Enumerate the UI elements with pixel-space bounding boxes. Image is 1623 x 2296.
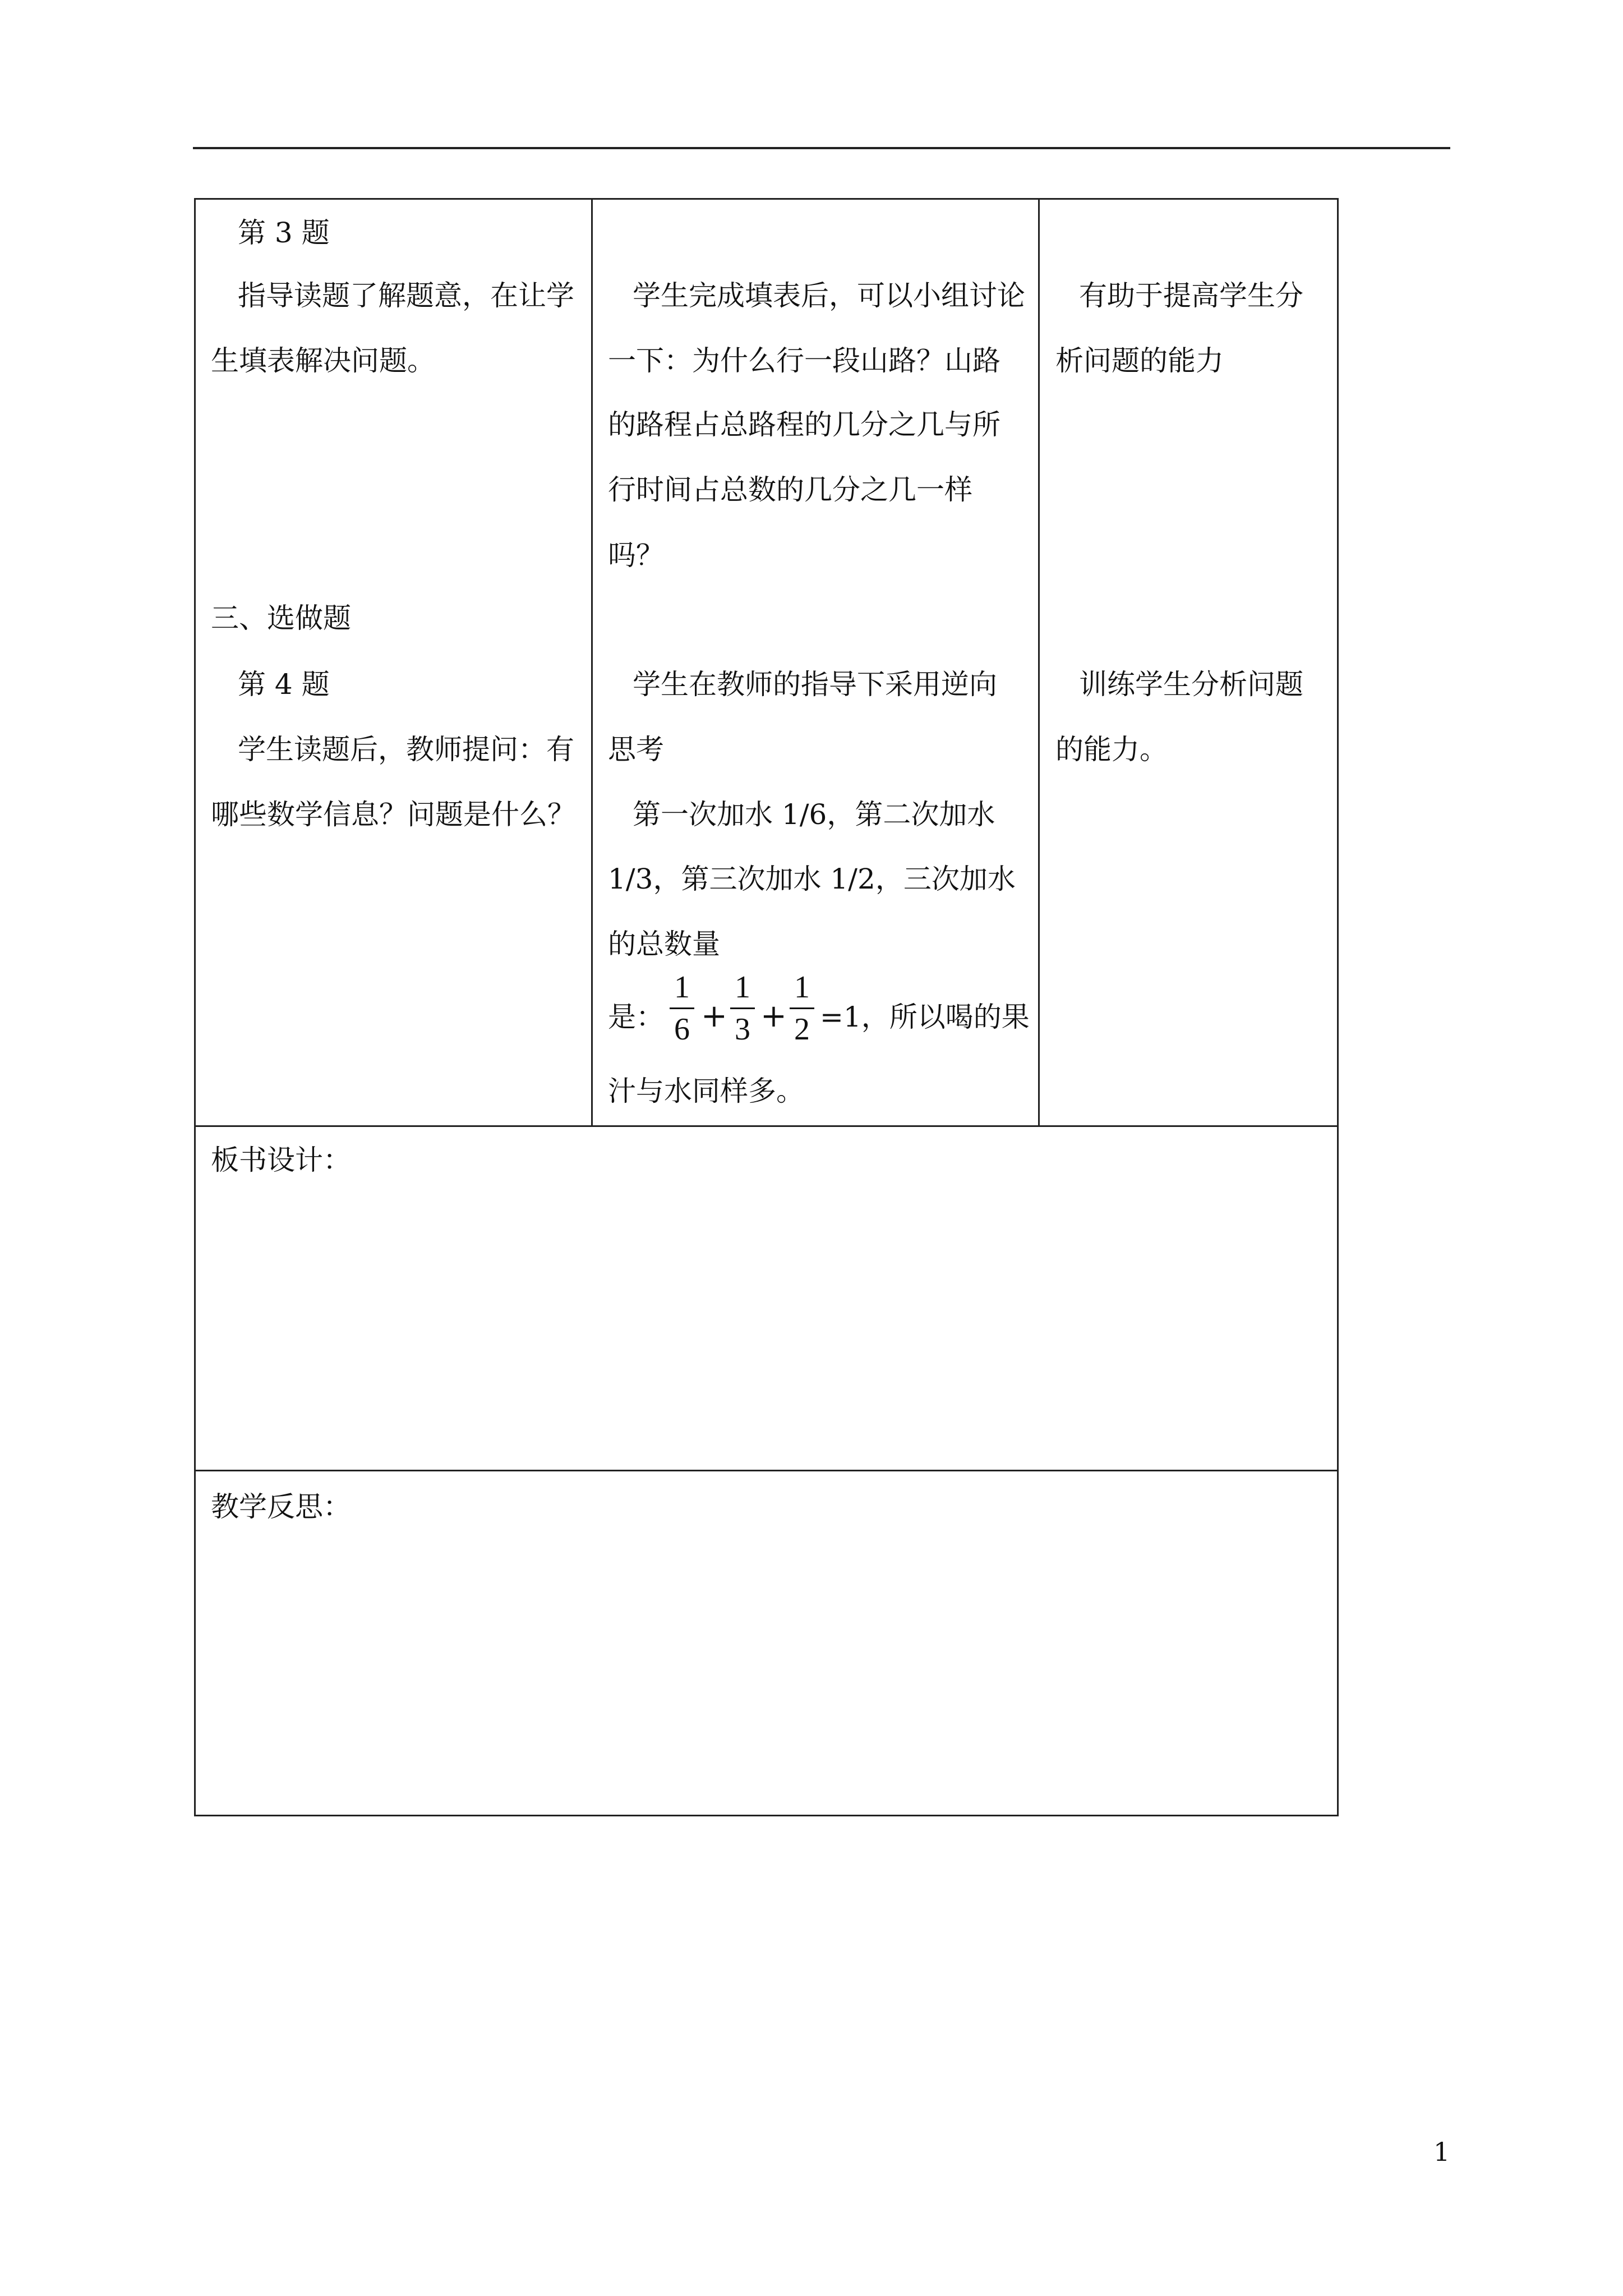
- fraction-bar: [730, 1007, 755, 1009]
- board-design-label: 板书设计：: [211, 1144, 351, 1176]
- formula-prefix: 是：: [608, 1001, 664, 1033]
- formula-suffix: =1，所以喝的果: [820, 1001, 1030, 1033]
- fraction-numerator: 1: [794, 970, 810, 1005]
- cell-text-line: 汁与水同样多。: [608, 1075, 804, 1107]
- plus-sign: +: [760, 998, 787, 1034]
- cell-text-line: 吗？: [608, 539, 664, 572]
- plus-sign: +: [701, 998, 727, 1034]
- cell-text-line: 学生完成填表后，可以小组讨论: [633, 279, 1025, 312]
- cell-text-line: 1/3，第三次加水 1/2，三次加水: [608, 863, 1016, 895]
- fraction-denominator: 6: [674, 1012, 690, 1047]
- fraction-one-half: [786, 970, 818, 1046]
- fraction-one-third: [727, 970, 758, 1046]
- cell-text-line: 析问题的能力: [1055, 344, 1224, 377]
- fraction-numerator: 1: [674, 970, 690, 1005]
- cell-text-line: 学生读题后，教师提问：有: [238, 733, 574, 766]
- question-4-label: 第 4 题: [238, 668, 330, 701]
- header-rule: [193, 147, 1450, 149]
- fraction-denominator: 3: [735, 1012, 750, 1047]
- cell-text-line: 思考: [608, 733, 664, 766]
- reflection-cell: [194, 1470, 1339, 1816]
- fraction-numerator: 1: [735, 970, 750, 1005]
- section-title-optional: 三、选做题: [211, 602, 351, 634]
- cell-text-line: 的路程占总路程的几分之几与所: [608, 408, 1000, 441]
- cell-text-line: 的能力。: [1055, 733, 1168, 766]
- fraction-one-sixth: [666, 970, 698, 1046]
- cell-text-line: 生填表解决问题。: [211, 344, 435, 377]
- page-number: 1: [1433, 2137, 1450, 2167]
- cell-text-line: 学生在教师的指导下采用逆向: [633, 668, 997, 701]
- fraction-denominator: 2: [794, 1012, 810, 1047]
- cell-text-line: 指导读题了解题意，在让学: [238, 279, 574, 312]
- cell-text-line: 哪些数学信息？问题是什么？: [211, 798, 575, 831]
- cell-text-line: 行时间占总数的几分之几一样: [608, 473, 972, 506]
- cell-text-line: 一下：为什么行一段山路？山路: [608, 344, 1000, 377]
- table-cell-r1c3: [1038, 198, 1339, 1127]
- table-cell-r1c1: [194, 198, 593, 1127]
- board-design-cell: [194, 1125, 1339, 1471]
- reflection-label: 教学反思：: [211, 1490, 351, 1523]
- cell-text-line: 的总数量: [608, 928, 720, 960]
- cell-text-line: 第一次加水 1/6，第二次加水: [633, 798, 995, 831]
- fraction-bar: [790, 1007, 814, 1009]
- fraction-bar: [670, 1007, 694, 1009]
- cell-text-line: 有助于提高学生分: [1079, 279, 1303, 312]
- cell-text-line: 训练学生分析问题: [1079, 668, 1303, 701]
- question-3-label: 第 3 题: [238, 217, 330, 249]
